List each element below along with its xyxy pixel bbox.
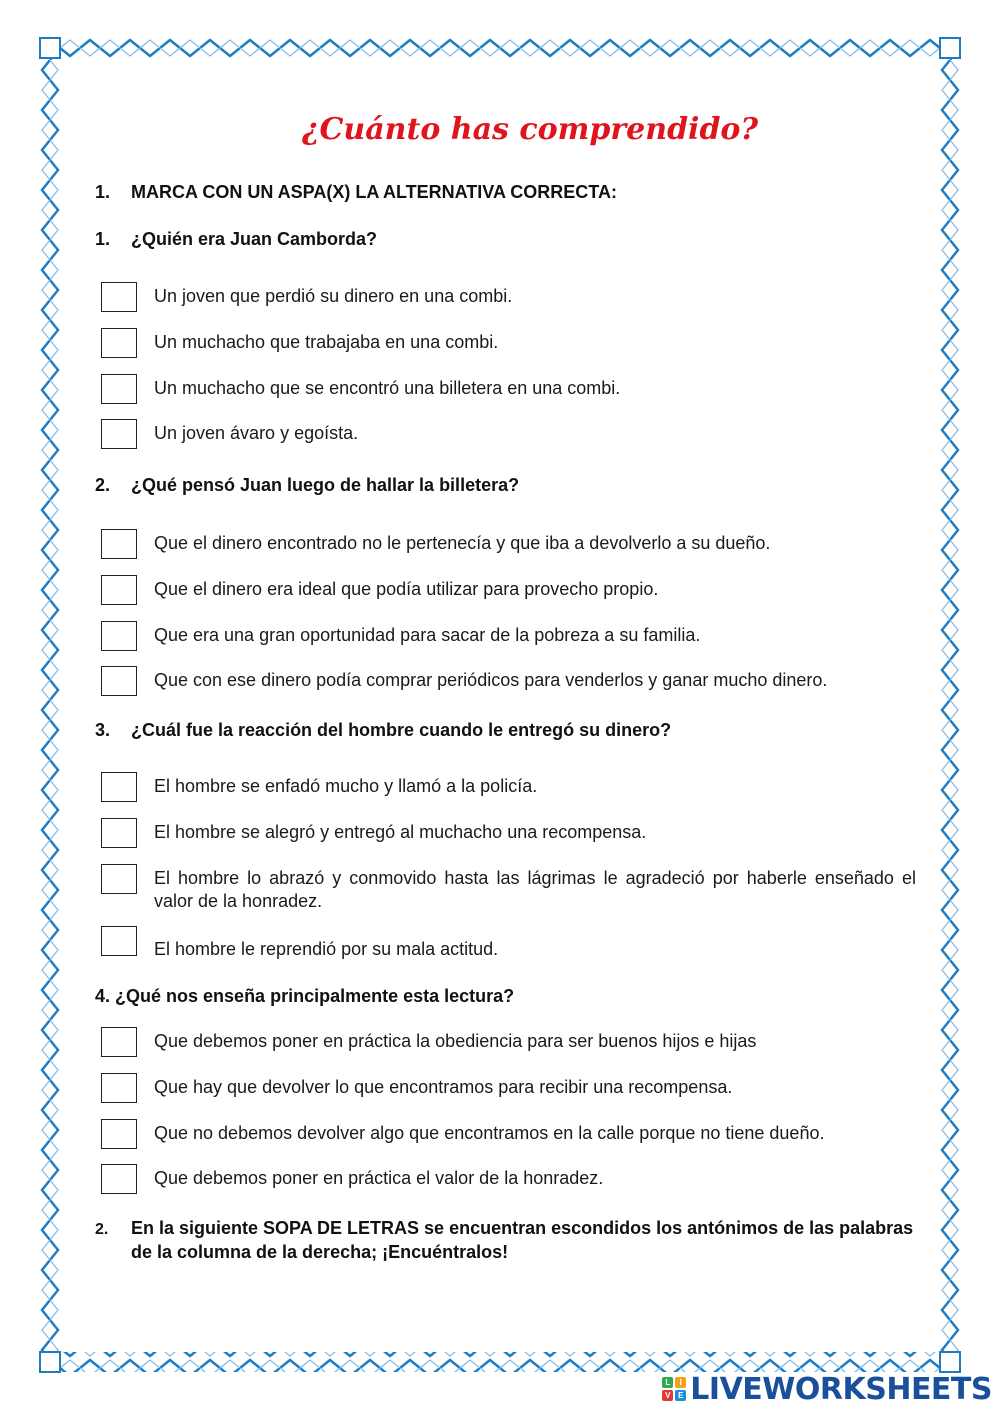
option-text: Que no debemos devolver algo que encontramos en la calle porque no tiene dueño. [154,1123,825,1143]
answer-checkbox[interactable] [101,772,137,802]
answer-checkbox[interactable] [101,374,137,404]
option-q1-c [101,374,916,408]
section-1-heading [95,180,617,204]
question-number: 3. [95,720,111,740]
option-text: El hombre le reprendió por su mala actitud. [154,939,499,959]
question-number: 2. [95,475,111,495]
answer-checkbox[interactable] [101,1027,137,1057]
answer-checkbox[interactable] [101,529,137,559]
answer-checkbox[interactable] [101,282,137,312]
answer-checkbox[interactable] [101,419,137,449]
question-2 [95,473,519,497]
option-text: Que el dinero encontrado no le pertenecía y que iba a devolverlo a su dueño. [154,533,771,553]
answer-checkbox[interactable] [101,1073,137,1103]
option-text: Que debemos poner en práctica el valor de la honradez. [154,1168,604,1188]
option-q4-c [101,1119,916,1153]
option-text: Un joven ávaro y egoísta. [154,423,359,443]
option-q4-b [101,1073,916,1107]
option-text: Que con ese dinero podía comprar periódicos para venderlos y ganar mucho dinero. [154,670,828,690]
option-q2-b [101,575,916,609]
answer-checkbox[interactable] [101,818,137,848]
answer-checkbox[interactable] [101,575,137,605]
option-q4-d [101,1164,916,1198]
option-q3-b [101,818,916,852]
question-3 [95,718,671,742]
option-q3-a [101,772,916,806]
logo-wordmark: LIVEWORKSHEETS [690,1371,992,1407]
option-text: Que debemos poner en práctica la obediencia para ser buenos hijos e hijas [154,1031,757,1051]
section-number: 1. [95,182,111,202]
option-text: El hombre lo abrazó y conmovido hasta las lágrimas le agradeció por haberle enseñado el valor de la honradez. [154,868,916,911]
logo-mark [662,1377,686,1401]
liveworksheets-logo [662,1371,992,1407]
option-text: Que era una gran oportunidad para sacar de la pobreza a su familia. [154,625,701,645]
logo-letter: E [675,1390,686,1401]
logo-letter: V [662,1390,673,1401]
question-text: ¿Cuál fue la reacción del hombre cuando le entregó su dinero? [131,720,672,740]
question-text: ¿Quién era Juan Camborda? [131,229,378,249]
option-text: Un muchacho que se encontró una billetera en una combi. [154,378,621,398]
option-text: Un muchacho que trabajaba en una combi. [154,332,499,352]
option-q2-a [101,529,916,563]
question-text: ¿Qué pensó Juan luego de hallar la billetera? [131,475,520,495]
page-title: ¿Cuánto has comprendido? [301,112,759,147]
option-text: El hombre se alegró y entregó al muchacho una recompensa. [154,822,647,842]
answer-checkbox[interactable] [101,621,137,651]
option-q3-c [101,864,916,920]
question-text: ¿Qué nos enseña principalmente esta lectura? [115,986,515,1006]
option-text: Que hay que devolver lo que encontramos para recibir una recompensa. [154,1077,733,1097]
option-text: Un joven que perdió su dinero en una combi. [154,286,513,306]
option-q4-a [101,1027,916,1061]
question-number: 4. [95,986,111,1006]
question-number: 1. [95,229,111,249]
answer-checkbox[interactable] [101,666,137,696]
question-4 [95,984,514,1008]
logo-letter: I [675,1377,686,1388]
option-q3-d [101,926,916,960]
section-2-text: En la siguiente SOPA DE LETRAS se encuentran escondidos los antónimos de las palabras de la columna de la derecha; ¡Encuéntralos! [131,1218,914,1262]
logo-letter: L [662,1377,673,1388]
option-q1-a [101,282,916,316]
answer-checkbox[interactable] [101,864,137,894]
answer-checkbox[interactable] [101,1164,137,1194]
option-q2-d [101,666,916,700]
option-text: Que el dinero era ideal que podía utilizar para provecho propio. [154,579,659,599]
option-q1-d [101,419,916,453]
question-1 [95,227,377,251]
option-q1-b [101,328,916,362]
section-heading-text: MARCA CON UN ASPA(X) LA ALTERNATIVA CORRECTA: [131,182,617,202]
option-q2-c [101,621,916,655]
option-text: El hombre se enfadó mucho y llamó a la policía. [154,776,538,796]
answer-checkbox[interactable] [101,328,137,358]
answer-checkbox[interactable] [101,1119,137,1149]
answer-checkbox[interactable] [101,926,137,956]
section-number: 2. [95,1221,109,1238]
